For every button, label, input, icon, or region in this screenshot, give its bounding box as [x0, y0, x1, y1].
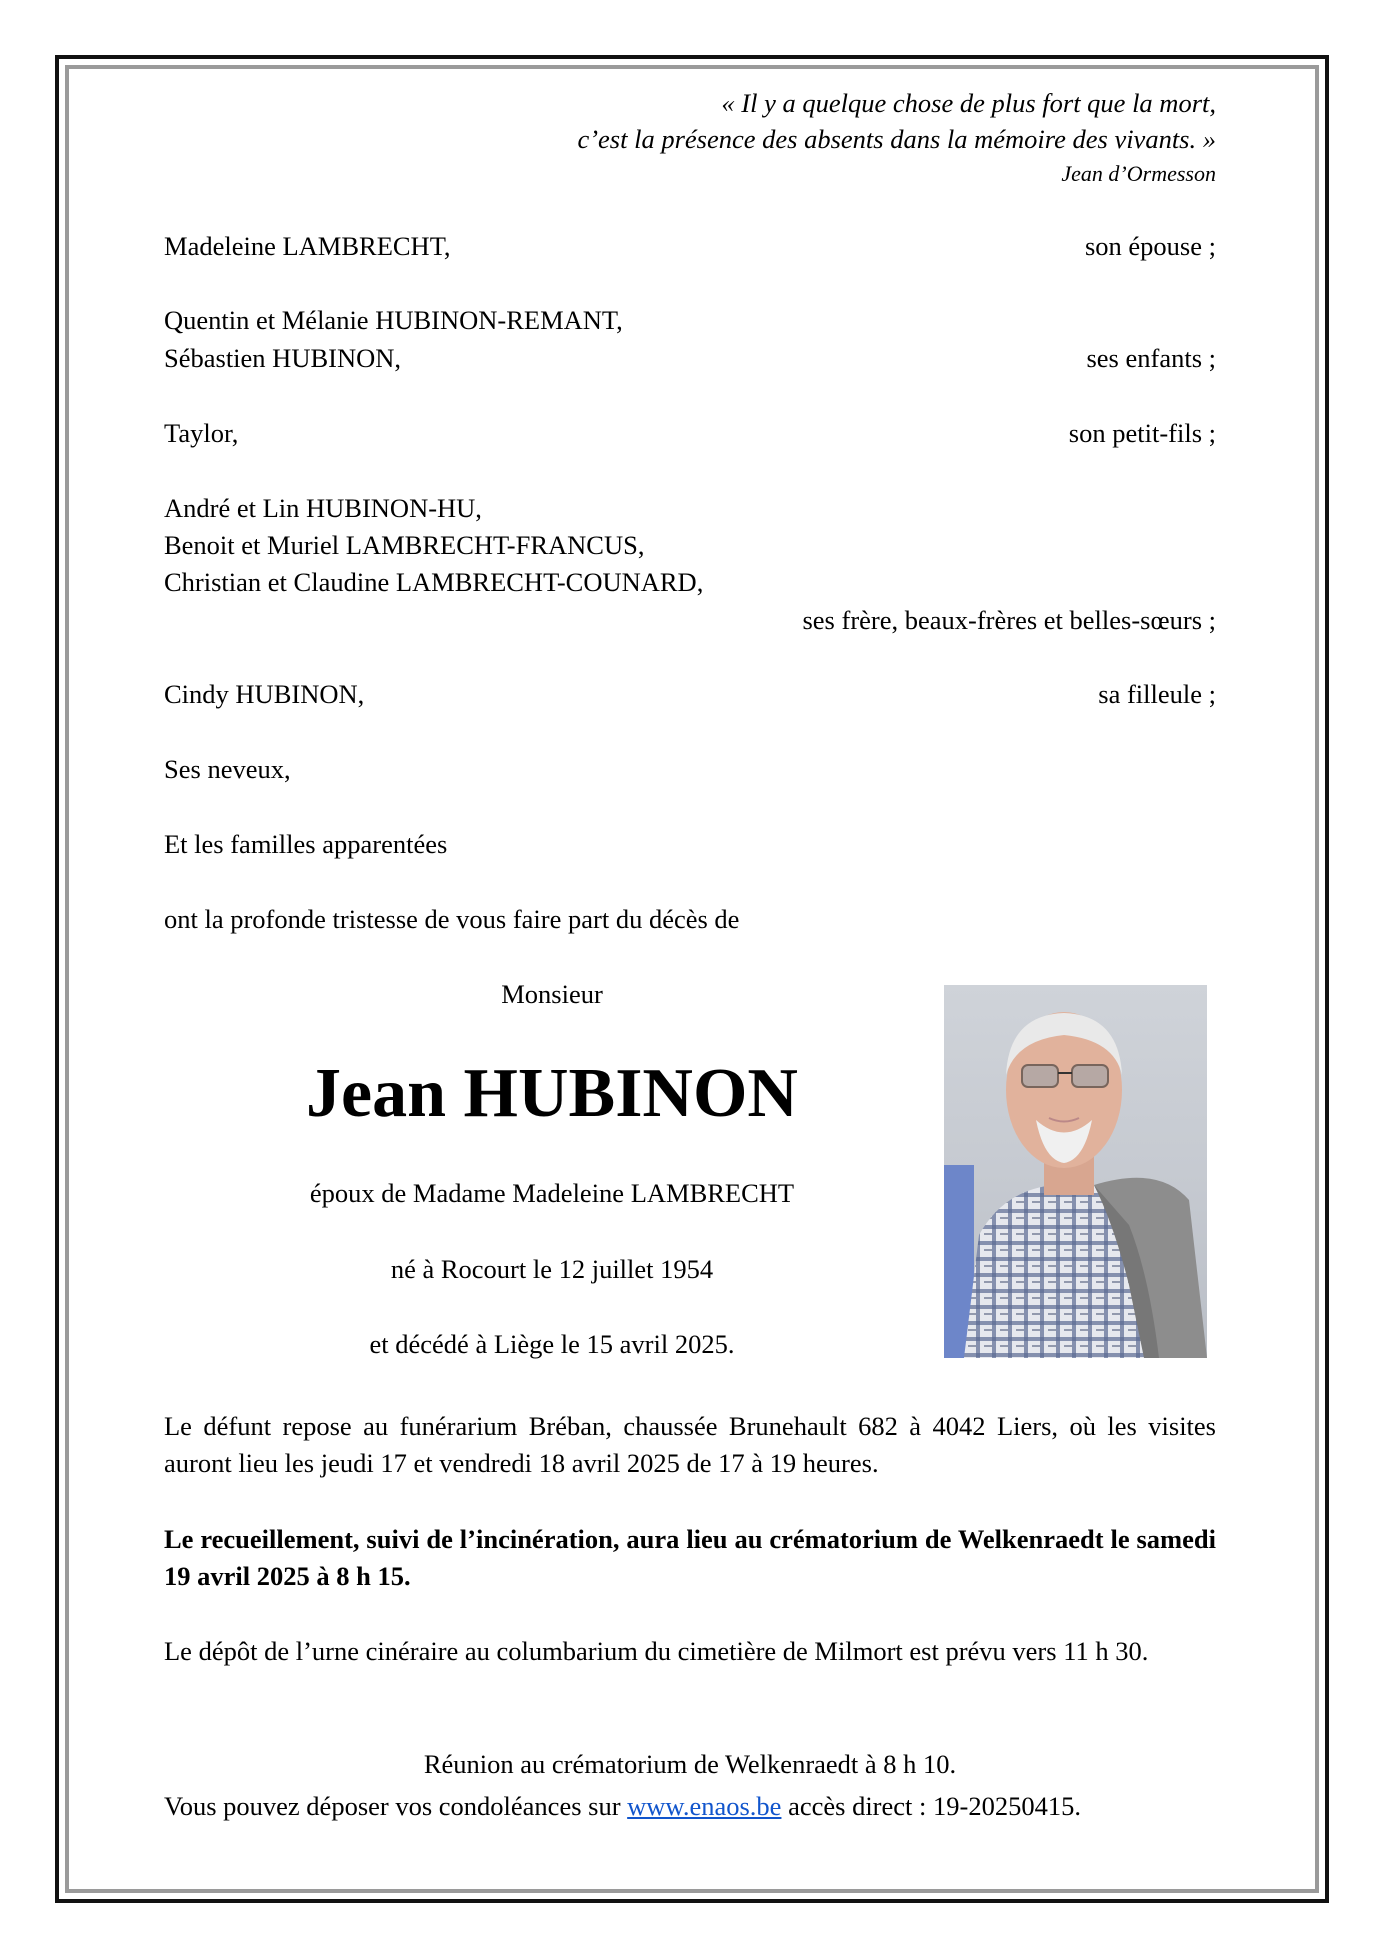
family-name: André et Lin HUBINON-HU, [164, 493, 482, 523]
meeting-line: Réunion au crématorium de Welkenraedt à 8 h 10. [423, 1749, 957, 1779]
ceremony-paragraph: Le recueillement, suivi de l’incinération, aura lieu au crématorium de Welkenraedt le samedi 19 avril 2025 à 8 h 15. [164, 1524, 1216, 1591]
quote-line-2: c’est la présence des absents dans la mémoire des vivants. » [577, 124, 1216, 154]
family-name: Christian et Claudine LAMBRECHT-COUNARD, [164, 567, 704, 597]
family-name: Quentin et Mélanie HUBINON-REMANT, [164, 305, 623, 335]
family-relation: sa filleule ; [1098, 679, 1216, 709]
portrait-illustration [944, 985, 1207, 1358]
quote-author: Jean d’Ormesson [1061, 161, 1216, 186]
condolences-paragraph [164, 1788, 1216, 1825]
family-name: Benoit et Muriel LAMBRECHT-FRANCUS, [164, 530, 645, 560]
condolences-link[interactable]: www.enaos.be [627, 1791, 782, 1821]
quote-line-1: « Il y a quelque chose de plus fort que la mort, [721, 88, 1216, 118]
family-relation: ses frère, beaux-frères et belles-sœurs ; [802, 605, 1216, 635]
death-line: et décédé à Liège le 15 avril 2025. [369, 1329, 735, 1359]
family-name: Sébastien HUBINON, [164, 343, 401, 373]
condolences-access: accès direct : 19-20250415. [788, 1791, 1081, 1821]
family-name: Madeleine LAMBRECHT, [164, 231, 451, 261]
announcement-line: ont la profonde tristesse de vous faire part du décès de [164, 904, 740, 934]
portrait-photo [944, 985, 1207, 1358]
condolences-text: Vous pouvez déposer vos condoléances sur [164, 1791, 621, 1821]
family-relation: ses enfants ; [1086, 343, 1216, 373]
family-name: Cindy HUBINON, [164, 679, 365, 709]
birth-line: né à Rocourt le 12 juillet 1954 [390, 1254, 714, 1284]
urn-paragraph: Le dépôt de l’urne cinéraire au columbarium du cimetière de Milmort est prévu vers 11 h 30. [164, 1636, 1149, 1666]
spouse-line: époux de Madame Madeleine LAMBRECHT [309, 1178, 795, 1208]
viewing-paragraph: Le défunt repose au funérarium Bréban, chaussée Brunehault 682 à 4042 Liers, où les visites auront lieu les jeudi 17 et vendredi 18 avril 2025 de 17 à 19 heures. [164, 1411, 1216, 1478]
salutation: Monsieur [501, 979, 603, 1009]
family-relation: son petit-fils ; [1068, 418, 1216, 448]
deceased-name: Jean HUBINON [306, 1055, 798, 1132]
family-name: Taylor, [164, 418, 239, 448]
family-relation: son épouse ; [1084, 231, 1216, 261]
families-line: Et les familles apparentées [164, 829, 448, 859]
nephews-line: Ses neveux, [164, 754, 291, 784]
